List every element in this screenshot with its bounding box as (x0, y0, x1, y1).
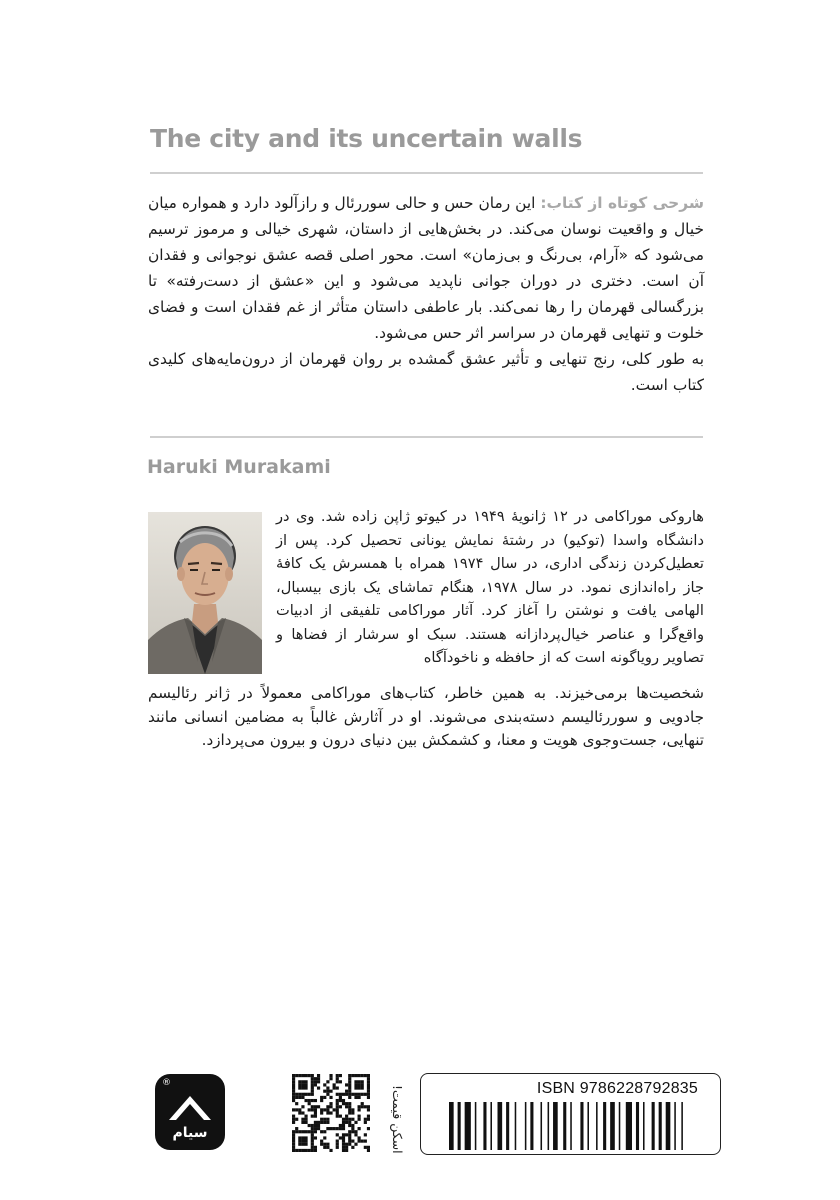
summary-paragraph-2: به طور کلی، رنج تنهایی و تأثیر عشق گمشده بر روان قهرمان از درون‌مایه‌های کلیدی کتاب است. (148, 350, 704, 394)
isbn-barcode-icon (449, 1102, 699, 1150)
publisher-logo (155, 1074, 225, 1150)
author-bio-beside-photo (276, 505, 704, 670)
author-photo (148, 512, 262, 674)
author-bio-continued (148, 682, 704, 753)
divider-top (150, 172, 703, 174)
book-title: The city and its uncertain walls (150, 124, 583, 153)
bio-text-2: شخصیت‌ها برمی‌خیزند. به همین خاطر، کتاب‌های موراکامی معمولاً در ژانر رئالیسم جادویی و سوررئالیسم دسته‌بندی می‌شوند. او در آثارش غالباً به مضامین انسانی مانند تنهایی، جست‌وجوی هویت و معنا، و کشمکش بین دنیای درون و بیرون می‌پردازد. (148, 684, 704, 749)
summary-text-1: این رمان حس و حالی سوررئال و رازآلود دارد و همواره میان خیال و واقعیت نوسان می‌کند. در بخش‌هایی از داستان، شهری خیالی و مرموز ترسیم می‌شود که «آرام، بی‌رنگ و بی‌زمان» است. محور اصلی قصه عشق نوجوانی و فقدان آن است. دختری در دوران جوانی ناپدید می‌شود و این «عشق از دست‌رفته» تا بزرگسالی قهرمان را رها نمی‌کند. بار عاطفی داستان متأثر از غم فقدان است و فضای خلوت و تنهایی قهرمان در سراسر اثر حس می‌شود. (148, 194, 704, 342)
book-summary (148, 190, 704, 398)
scan-price-label: اسکن قیمت! (390, 1085, 405, 1154)
author-portrait-icon (148, 512, 262, 674)
summary-paragraph-1 (148, 190, 704, 346)
bio-text-1: هاروکی موراکامی در ۱۲ ژانویهٔ ۱۹۴۹ در کیوتو ژاپن زاده شد. وی در دانشگاه واسدا (توکیو) در رشتهٔ نمایش یونانی تحصیل کرد. پس از تعطیل‌کردن زندگی اداری، در سال ۱۹۷۴ همراه با همسرش یک کافهٔ جاز راه‌اندازی نمود. در سال ۱۹۷۸، هنگام تماشای یک بازی بیسبال، الهامی یافت و نوشتن را آغاز کرد. آثار موراکامی تلفیقی از ادبیات واقع‌گرا و عناصر خیال‌پردازانه هستند. سبک او سرشار از فضاها و تصاویر رویاگونه است که از حافظه و ناخودآگاه (276, 508, 704, 666)
qr-code-icon[interactable] (292, 1074, 370, 1152)
divider-middle (150, 436, 703, 438)
isbn-barcode-box (420, 1073, 721, 1155)
author-name: Haruki Murakami (147, 456, 331, 478)
isbn-text: ISBN 9786228792835 (536, 1080, 698, 1097)
publisher-logo-text: سیام (172, 1125, 208, 1141)
qr-code-graphic (292, 1074, 370, 1152)
summary-label: شرحی کوتاه از کتاب: (540, 194, 704, 212)
registered-mark: ® (162, 1078, 171, 1088)
